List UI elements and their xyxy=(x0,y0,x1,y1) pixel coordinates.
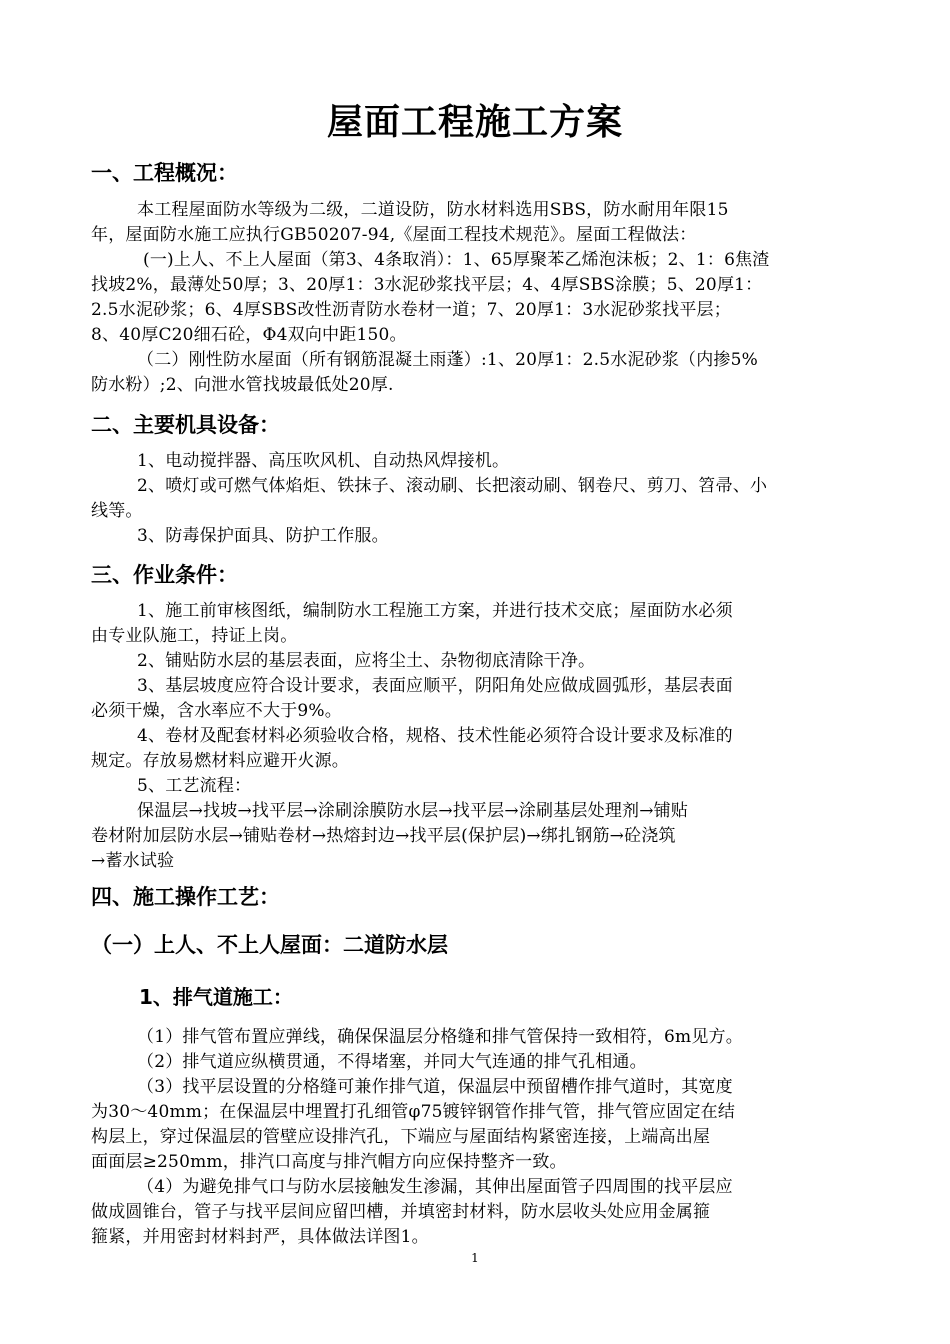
paragraph-line: 找坡2%，最薄处50厚；3、20厚1：3水泥砂浆找平层；4、4厚SBS涂膜；5、20厚1： xyxy=(91,275,763,295)
document-title: 屋面工程施工方案 xyxy=(326,102,623,143)
page-number: 1 xyxy=(471,1251,479,1265)
paragraph-line: 2.5水泥砂浆；6、4厚SBS改性沥青防水卷材一道；7、20厚1：3水泥砂浆找平层； xyxy=(91,300,731,320)
paragraph-line: （2）排气道应纵横贯通，不得堵塞，并同大气连通的排气孔相通。 xyxy=(137,1052,647,1072)
paragraph-line: 卷材附加层防水层→铺贴卷材→热熔封边→找平层(保护层)→绑扎钢筋→砼浇筑 xyxy=(91,826,676,846)
section-heading-process: 四、施工操作工艺： xyxy=(91,885,280,909)
paragraph-line: 8、40厚C20细石砼，Φ4双向中距150。 xyxy=(91,325,407,345)
paragraph-line: 本工程屋面防水等级为二级，二道设防，防水材料选用SBS，防水耐用年限15 xyxy=(137,200,729,220)
paragraph-line: 1、施工前审核图纸，编制防水工程施工方案，并进行技术交底；屋面防水必须 xyxy=(137,601,733,621)
paragraph-line: 线等。 xyxy=(91,501,143,521)
paragraph-line: (一)上人、不上人屋面（第3、4条取消）：1、65厚聚苯乙烯泡沫板；2、1：6焦渣 xyxy=(143,250,770,270)
paragraph-line: 规定。存放易燃材料应避开火源。 xyxy=(91,751,349,771)
paragraph-line: （3）找平层设置的分格缝可兼作排气道，保温层中预留槽作排气道时，其宽度 xyxy=(137,1077,733,1097)
paragraph-line: 为30～40mm；在保温层中埋置打孔细管φ75镀锌钢管作排气管，排气管应固定在结 xyxy=(91,1102,736,1122)
section-heading-conditions: 三、作业条件： xyxy=(91,563,238,587)
paragraph-line: 箍紧，并用密封材料封严，具体做法详图1。 xyxy=(91,1227,429,1247)
paragraph-line: （4）为避免排气口与防水层接触发生渗漏，其伸出屋面管子四周围的找平层应 xyxy=(137,1177,733,1197)
paragraph-line: （1）排气管布置应弹线，确保保温层分格缝和排气管保持一致相符，6m见方。 xyxy=(137,1027,743,1047)
paragraph-line: 3、基层坡度应符合设计要求，表面应顺平，阴阳角处应做成圆弧形，基层表面 xyxy=(137,676,733,696)
paragraph-line: 构层上，穿过保温层的管壁应设排汽孔，下端应与屋面结构紧密连接，上端高出屋 xyxy=(91,1127,711,1147)
paragraph-line: →蓄水试验 xyxy=(91,851,175,871)
section-heading-overview: 一、工程概况： xyxy=(91,161,238,185)
paragraph-line: 保温层→找坡→找平层→涂刷涂膜防水层→找平层→涂刷基层处理剂→铺贴 xyxy=(137,801,689,821)
paragraph-line: 1、电动搅拌器、高压吹风机、自动热风焊接机。 xyxy=(137,451,510,471)
paragraph-line: 由专业队施工，持证上岗。 xyxy=(91,626,298,646)
paragraph-line: 3、防毒保护面具、防护工作服。 xyxy=(137,526,389,546)
paragraph-line: 2、喷灯或可燃气体焰炬、铁抹子、滚动刷、长把滚动刷、钢卷尺、剪刀、笤帚、小 xyxy=(137,476,768,496)
subsection-heading: （一）上人、不上人屋面：二道防水层 xyxy=(91,933,448,957)
paragraph-line: （二）刚性防水屋面（所有钢筋混凝土雨蓬）:1、20厚1：2.5水泥砂浆（内掺5% xyxy=(137,350,758,370)
paragraph-line: 2、铺贴防水层的基层表面，应将尘土、杂物彻底清除干净。 xyxy=(137,651,596,671)
paragraph-line: 必须干燥，含水率应不大于9%。 xyxy=(91,701,342,721)
paragraph-line: 4、卷材及配套材料必须验收合格，规格、技术性能必须符合设计要求及标准的 xyxy=(137,726,733,746)
paragraph-line: 年，屋面防水施工应执行GB50207-94,《屋面工程技术规范》。屋面工程做法： xyxy=(91,225,697,245)
item-heading: 1、排气道施工： xyxy=(139,985,293,1009)
paragraph-line: 5、工艺流程： xyxy=(137,776,252,796)
paragraph-line: 防水粉）;2、向泄水管找坡最低处20厚. xyxy=(91,375,394,395)
section-heading-equipment: 二、主要机具设备： xyxy=(91,413,280,437)
paragraph-line: 做成圆锥台，管子与找平层间应留凹槽，并填密封材料，防水层收头处应用金属箍 xyxy=(91,1202,711,1222)
paragraph-line: 面面层≥250mm，排汽口高度与排汽帽方向应保持整齐一致。 xyxy=(91,1152,567,1172)
